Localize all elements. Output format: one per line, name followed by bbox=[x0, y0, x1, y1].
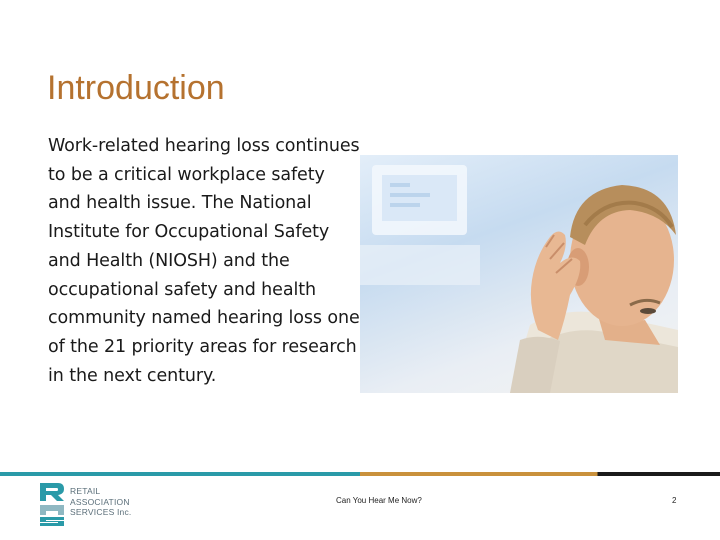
footer-divider-bar bbox=[0, 472, 720, 476]
logo-line-3: SERVICES Inc. bbox=[70, 507, 132, 517]
body-text: Work-related hearing loss continues to be a critical workplace safety and health issue. The National Institute for Occupational Safety and Health (NIOSH) and the occupational safety and health community named hearing loss one of the 21 priority areas for research in the next century. bbox=[48, 136, 360, 386]
man-cupping-ear-photo bbox=[360, 155, 678, 393]
footer-title: Can You Hear Me Now? bbox=[336, 496, 422, 505]
logo-line-1: RETAIL bbox=[70, 486, 101, 496]
slide-title: Introduction bbox=[47, 69, 225, 107]
page-number: 2 bbox=[672, 496, 677, 505]
logo-line-2: ASSOCIATION bbox=[70, 496, 130, 507]
logo-text bbox=[70, 486, 132, 518]
